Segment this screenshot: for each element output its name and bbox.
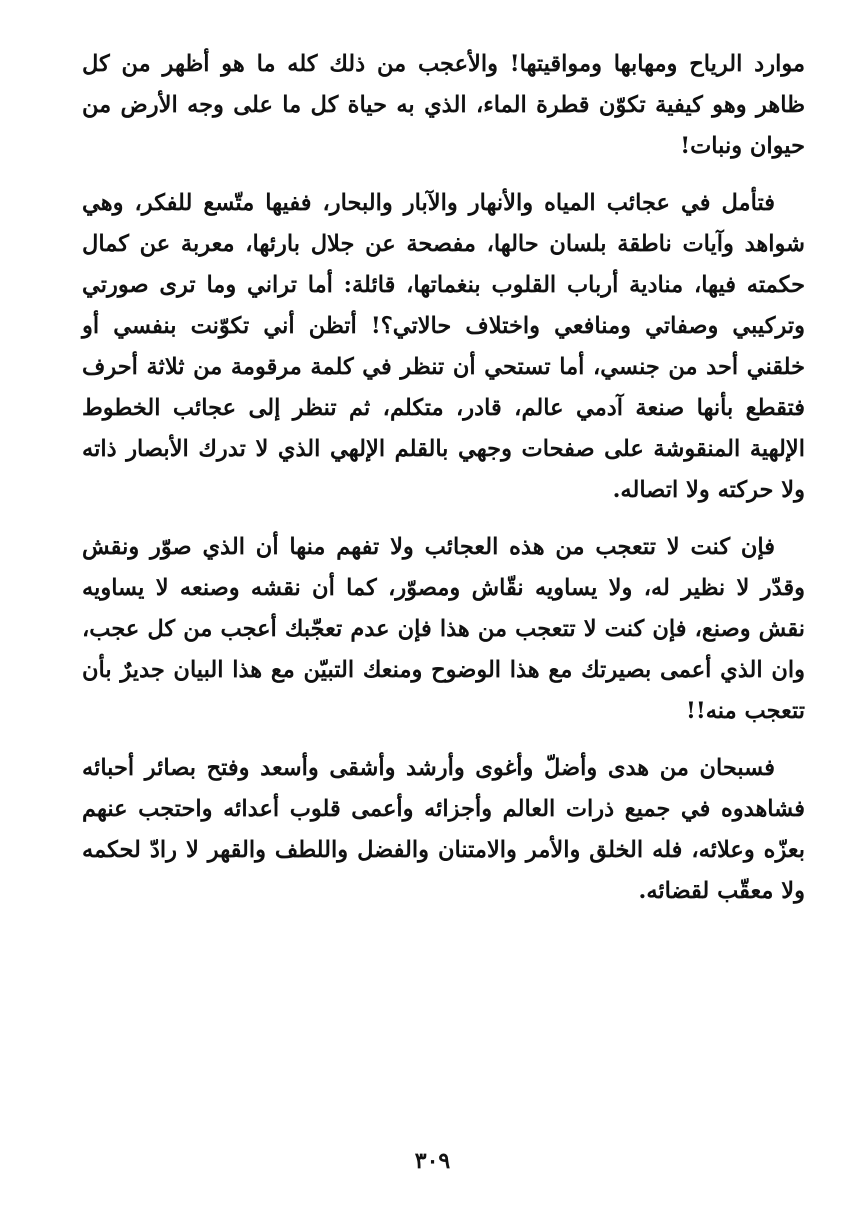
paragraph-1: موارد الرياح ومهابها ومواقيتها! والأعجب من ذلك كله ما هو أظهر من كل ظاهر وهو كيفية تكوّن قطرة الماء، الذي به حياة كل ما على وجه الأرض من حيوان ونبات!: [82, 51, 805, 159]
paragraph-3: فإن كنت لا تتعجب من هذه العجائب ولا تفهم منها أن الذي صوّر ونقش وقدّر لا نظير له، ولا يساويه نقّاش ومصوّر، كما أن نقشه وصنعه لا يساويه نقش وصنع، فإن كنت لا تتعجب من هذا فإن عدم تعجّبك أعجب من كل عجب، وان الذي أعمى بصيرتك مع هذا الوضوح ومنعك التبيّن مع هذا البيان جديرٌ بأن تتعجب منه!!: [82, 534, 805, 724]
paragraph-4: فسبحان من هدى وأضلّ وأغوى وأرشد وأشقى وأسعد وفتح بصائر أحبائه فشاهدوه في جميع ذرات العالم وأجزائه وأعمى قلوب أعدائه واحتجب عنهم بعزّه وعلائه، فله الخلق والأمر والامتنان والفضل واللطف والقهر لا رادّ لحكمه ولا معقّب لقضائه.: [82, 755, 805, 904]
page-number: ٣٠٩: [414, 1148, 451, 1174]
paragraph-2: فتأمل في عجائب المياه والأنهار والآبار والبحار، ففيها متّسع للفكر، وهي شواهد وآيات ناطقة بلسان حالها، مفصحة عن جلال بارئها، معربة عن كمال حكمته فيها، منادية أرباب القلوب بنغماتها، قائلة: أما تراني وما ترى صورتي وتركيبي وصفاتي ومنافعي واختلاف حالاتي؟! أتظن أني تكوّنت بنفسي أو خلقني أحد من جنسي، أما تستحي أن تنظر في كلمة مرقومة من ثلاثة أحرف فتقطع بأنها صنعة آدمي عالم، قادر، متكلم، ثم تنظر إلى عجائب الخطوط الإلهية المنقوشة على صفحات وجهي بالقلم الإلهي الذي لا تدرك الأبصار ذاته ولا حركته ولا اتصاله.: [82, 190, 805, 503]
